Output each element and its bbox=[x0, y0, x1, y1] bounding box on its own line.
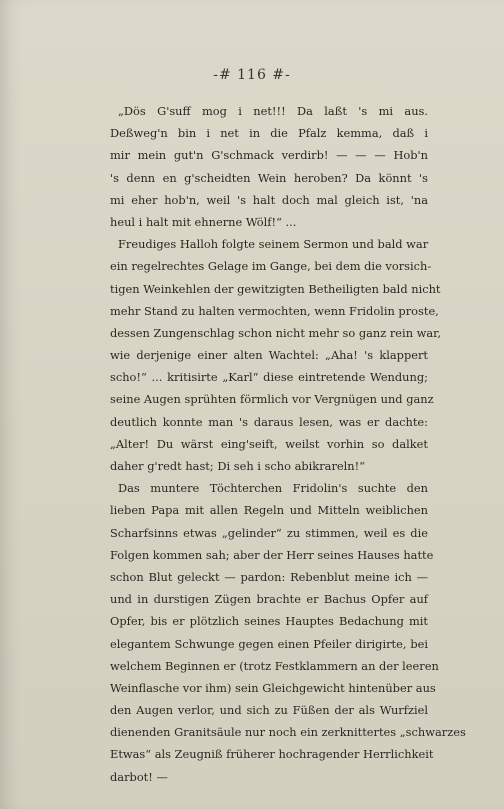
text-line: dessen Zungenschlag schon nicht mehr so ganz rein war, bbox=[110, 325, 442, 340]
text-line: Etwas“ als Zeugniß früherer hochragender Herrlichkeit bbox=[110, 747, 434, 762]
text-line: Scharfsinns etwas „gelinder“ zu stimmen, weil es die bbox=[110, 525, 428, 540]
text-line: Deßweg'n bin i net in die Pfalz kemma, daß i bbox=[110, 126, 428, 141]
page-number-header: -# 116 #- bbox=[213, 67, 291, 83]
text-line: heul i halt mit ehnerne Wölf!“ ... bbox=[110, 214, 297, 229]
text-line: wie derjenige einer alten Wachtel: „Aha! 's klappert bbox=[110, 348, 428, 363]
text-line: elegantem Schwunge gegen einen Pfeiler dirigirte, bei bbox=[110, 636, 428, 651]
text-line: seine Augen sprühten förmlich vor Vergnügen und ganz bbox=[110, 392, 434, 407]
text-line: lieben Papa mit allen Regeln und Mitteln weiblichen bbox=[110, 503, 428, 518]
text-line: Folgen kommen sah; aber der Herr seines Hauses hatte bbox=[110, 547, 434, 562]
text-line: „Dös G'suff mog i net!!! Da laßt 's mi aus. bbox=[118, 104, 428, 118]
text-line: Freudiges Halloh folgte seinem Sermon und bald war bbox=[118, 237, 429, 252]
text-line: 's denn en g'scheidten Wein heroben? Da könnt 's bbox=[110, 170, 428, 185]
text-line: darbot! — bbox=[110, 769, 168, 784]
text-line: daher g'redt hast; Di seh i scho abikrareln!“ bbox=[110, 459, 366, 473]
text-line: tigen Weinkehlen der gewitzigten Betheiligten bald nicht bbox=[110, 281, 441, 296]
text-line: und in durstigen Zügen brachte er Bachus Opfer auf bbox=[110, 592, 428, 607]
text-line: ein regelrechtes Gelage im Gange, bei dem die vorsich- bbox=[110, 259, 432, 274]
text-line: mir mein gut'n G'schmack verdirb! — — — Hob'n bbox=[110, 148, 428, 163]
text-line: „Alter! Du wärst eing'seift, weilst vorhin so dalket bbox=[110, 436, 428, 451]
text-line: welchem Beginnen er (trotz Festklammern an der leeren bbox=[110, 658, 439, 673]
text-line: mi eher hob'n, weil 's halt doch mal gleich ist, 'na bbox=[110, 192, 428, 207]
body-text bbox=[110, 100, 466, 788]
text-line: den Augen verlor, und sich zu Füßen der als Wurfziel bbox=[110, 703, 428, 718]
text-line: Das muntere Töchterchen Fridolin's suchte den bbox=[118, 481, 428, 496]
text-line: deutlich konnte man 's daraus lesen, was er dachte: bbox=[110, 414, 428, 429]
text-line: scho!“ ... kritisirte „Karl“ diese eintretende Wendung; bbox=[110, 370, 428, 385]
text-line: mehr Stand zu halten vermochten, wenn Fridolin proste, bbox=[110, 303, 439, 318]
text-line: dienenden Granitsäule nur noch ein zerknittertes „schwarzes bbox=[110, 725, 466, 740]
text-line: Opfer, bis er plötzlich seines Hauptes Bedachung mit bbox=[110, 614, 428, 629]
text-line: schon Blut geleckt — pardon: Rebenblut meine ich — bbox=[110, 569, 428, 584]
text-line: Weinflasche vor ihm) sein Gleichgewicht hintenüber aus bbox=[110, 680, 436, 695]
